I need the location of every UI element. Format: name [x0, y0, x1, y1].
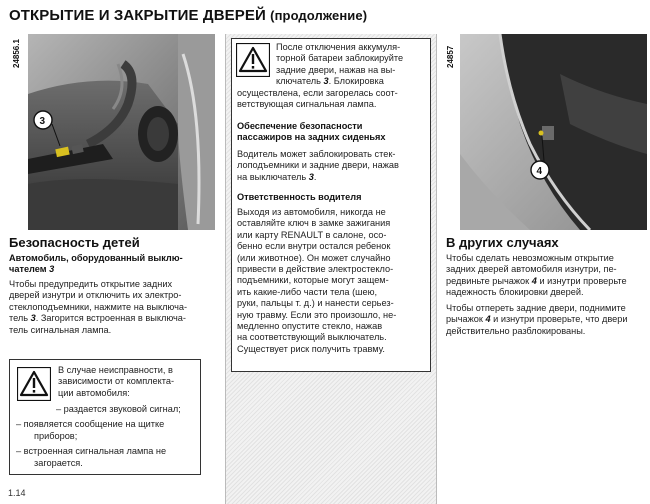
other-p1-line3-start: редвиньте рычажок — [446, 275, 530, 286]
passenger-body-line3-end: . — [313, 171, 317, 182]
child-safety-heading: Безопасность детей — [9, 235, 140, 250]
passenger-safety-body — [237, 149, 425, 183]
driver-line7: подъемники, которые могут защем- — [237, 275, 389, 286]
driver-line6: привести в действие электростекло- — [237, 264, 394, 275]
child-subheading-line1: Автомобиль, оборудованный выклю- — [9, 253, 183, 263]
battery-line4-start: ключатель — [276, 76, 321, 87]
malfunction-items — [16, 404, 196, 469]
page-title — [9, 7, 367, 24]
other-p1-line2: задних дверей автомобиля изнутри, пе- — [446, 264, 617, 275]
driver-line5: (или животное). Он может случайно — [237, 252, 391, 263]
right-door-photo — [460, 34, 647, 230]
driver-line9: руки, пальцы т. д.) и нанести серьез- — [237, 298, 394, 309]
malfunction-item-message: – появляется сообщение на щитке — [16, 419, 165, 430]
malfunction-intro-line2: зависимости от комплекта- — [58, 376, 175, 387]
child-safety-body: Чтобы предупредить открытие задних дверей изнутри и отключить их электро- стеклоподъемники, нажмите на выключа- тель 3. Загорится встроенная в выключа- тель сигнальная лампа. — [9, 279, 215, 336]
driver-responsibility-body — [237, 207, 425, 355]
malfunction-item-sound: – раздается звуковой сигнал; — [56, 404, 181, 414]
child-safety-subheading — [9, 253, 215, 276]
malfunction-item-lamp: – встроенная сигнальная лампа не — [16, 446, 167, 457]
passenger-body-line3-start: на выключатель — [237, 171, 307, 182]
other-cases-para2 — [446, 303, 646, 337]
child-body-line1: Чтобы предупредить открытие задних — [9, 279, 173, 289]
driver-line3: или карту RENAULT в салоне, осо- — [237, 229, 387, 240]
other-p2-line2-start: рычажок — [446, 314, 483, 325]
battery-line2: торной батареи заблокируйте — [276, 53, 404, 64]
other-cases-para1 — [446, 253, 646, 299]
left-callout-label: 3 — [39, 116, 46, 127]
battery-line3: задние двери, нажав на вы- — [276, 64, 396, 75]
other-p2-line2-end: и изнутри проверьте, что двери — [493, 314, 628, 325]
driver-line13: Существует риск получить травму. — [237, 343, 385, 354]
other-p1-line1: Чтобы сделать невозможным открытие — [446, 253, 614, 263]
left-figure-ref: 24856.1 — [12, 39, 21, 68]
battery-warning-box — [231, 38, 431, 372]
battery-line5: осуществлена, если загорелась соот- — [237, 88, 398, 98]
malfunction-intro-line1: В случае неисправности, в — [58, 365, 173, 375]
other-p1-line4: надежность блокировки дверей. — [446, 287, 584, 298]
driver-line10: ную травму. Если это произошло, не- — [237, 309, 397, 320]
page-number: 1.14 — [8, 488, 26, 498]
passenger-body-line2: лоподъемники и задние двери, нажав — [237, 160, 399, 171]
driver-responsibility-heading: Ответственность водителя — [237, 192, 362, 202]
passenger-heading-line1: Обеспечение безопасности — [237, 121, 363, 131]
warning-triangle-icon — [236, 43, 270, 77]
malfunction-item-message-cont: приборов; — [34, 430, 78, 441]
right-callout-label: 4 — [536, 166, 543, 177]
child-subheading-line2: чателем — [9, 264, 47, 275]
right-figure-ref: 24857 — [446, 45, 455, 68]
other-p2-line1: Чтобы отпереть задние двери, поднимите — [446, 303, 626, 313]
title-main: ОТКРЫТИЕ И ЗАКРЫТИЕ ДВЕРЕЙ — [9, 7, 266, 24]
passenger-heading-line2: пассажиров на задних сиденьях — [237, 132, 386, 143]
driver-line12: на соответствующий выключатель. — [237, 332, 387, 343]
battery-warning-text-full — [237, 88, 425, 111]
passenger-body-line1: Водитель может заблокировать стек- — [237, 149, 396, 159]
battery-line4-end: . Блокировка — [328, 76, 384, 87]
battery-line4-ref: 3 — [323, 76, 329, 87]
battery-warning-text — [276, 42, 424, 88]
title-subtitle: (продолжение) — [270, 8, 368, 23]
driver-line4: бенно если внутри остался ребенок — [237, 241, 391, 252]
other-p1-ref: 4 — [531, 275, 537, 286]
right-door-illustration — [460, 34, 647, 230]
left-door-illustration — [28, 34, 215, 230]
battery-line6: ветствующая сигнальная лампа. — [237, 99, 377, 110]
other-p2-line3: действительно разблокированы. — [446, 325, 586, 336]
other-cases-heading: В других случаях — [446, 235, 559, 250]
passenger-body-ref: 3 — [308, 171, 314, 182]
left-door-photo — [28, 34, 215, 230]
driver-line8: ить какие-либо части тела (шею, — [237, 286, 378, 297]
child-body-line4: . Загорится встроенная в выключа- — [35, 313, 186, 324]
child-body-ref: 3 — [30, 313, 36, 324]
driver-line1: Выходя из автомобиля, никогда не — [237, 207, 386, 217]
other-p2-ref: 4 — [485, 314, 491, 325]
malfunction-item-lamp-cont: загорается. — [34, 457, 83, 468]
warning-triangle-icon — [17, 367, 51, 401]
malfunction-warning-box — [9, 359, 201, 475]
malfunction-intro-line3: ции автомобиля: — [58, 387, 130, 398]
battery-line1: После отключения аккумуля- — [276, 42, 401, 52]
driver-line11: медленно опустите стекло, нажав — [237, 321, 383, 332]
child-body-line2: дверей изнутри и отключить их электро- — [9, 290, 182, 301]
child-subheading-ref: 3 — [49, 264, 55, 275]
driver-line2: оставляйте ключ в замке зажигания — [237, 218, 391, 229]
malfunction-intro — [58, 365, 196, 399]
child-body-line5: тель сигнальная лампа. — [9, 324, 112, 335]
other-p1-line3-end: и изнутри проверьте — [539, 275, 627, 286]
passenger-safety-heading — [237, 121, 425, 144]
child-body-line3: стеклоподъемники, нажмите на выключа- — [9, 301, 188, 312]
